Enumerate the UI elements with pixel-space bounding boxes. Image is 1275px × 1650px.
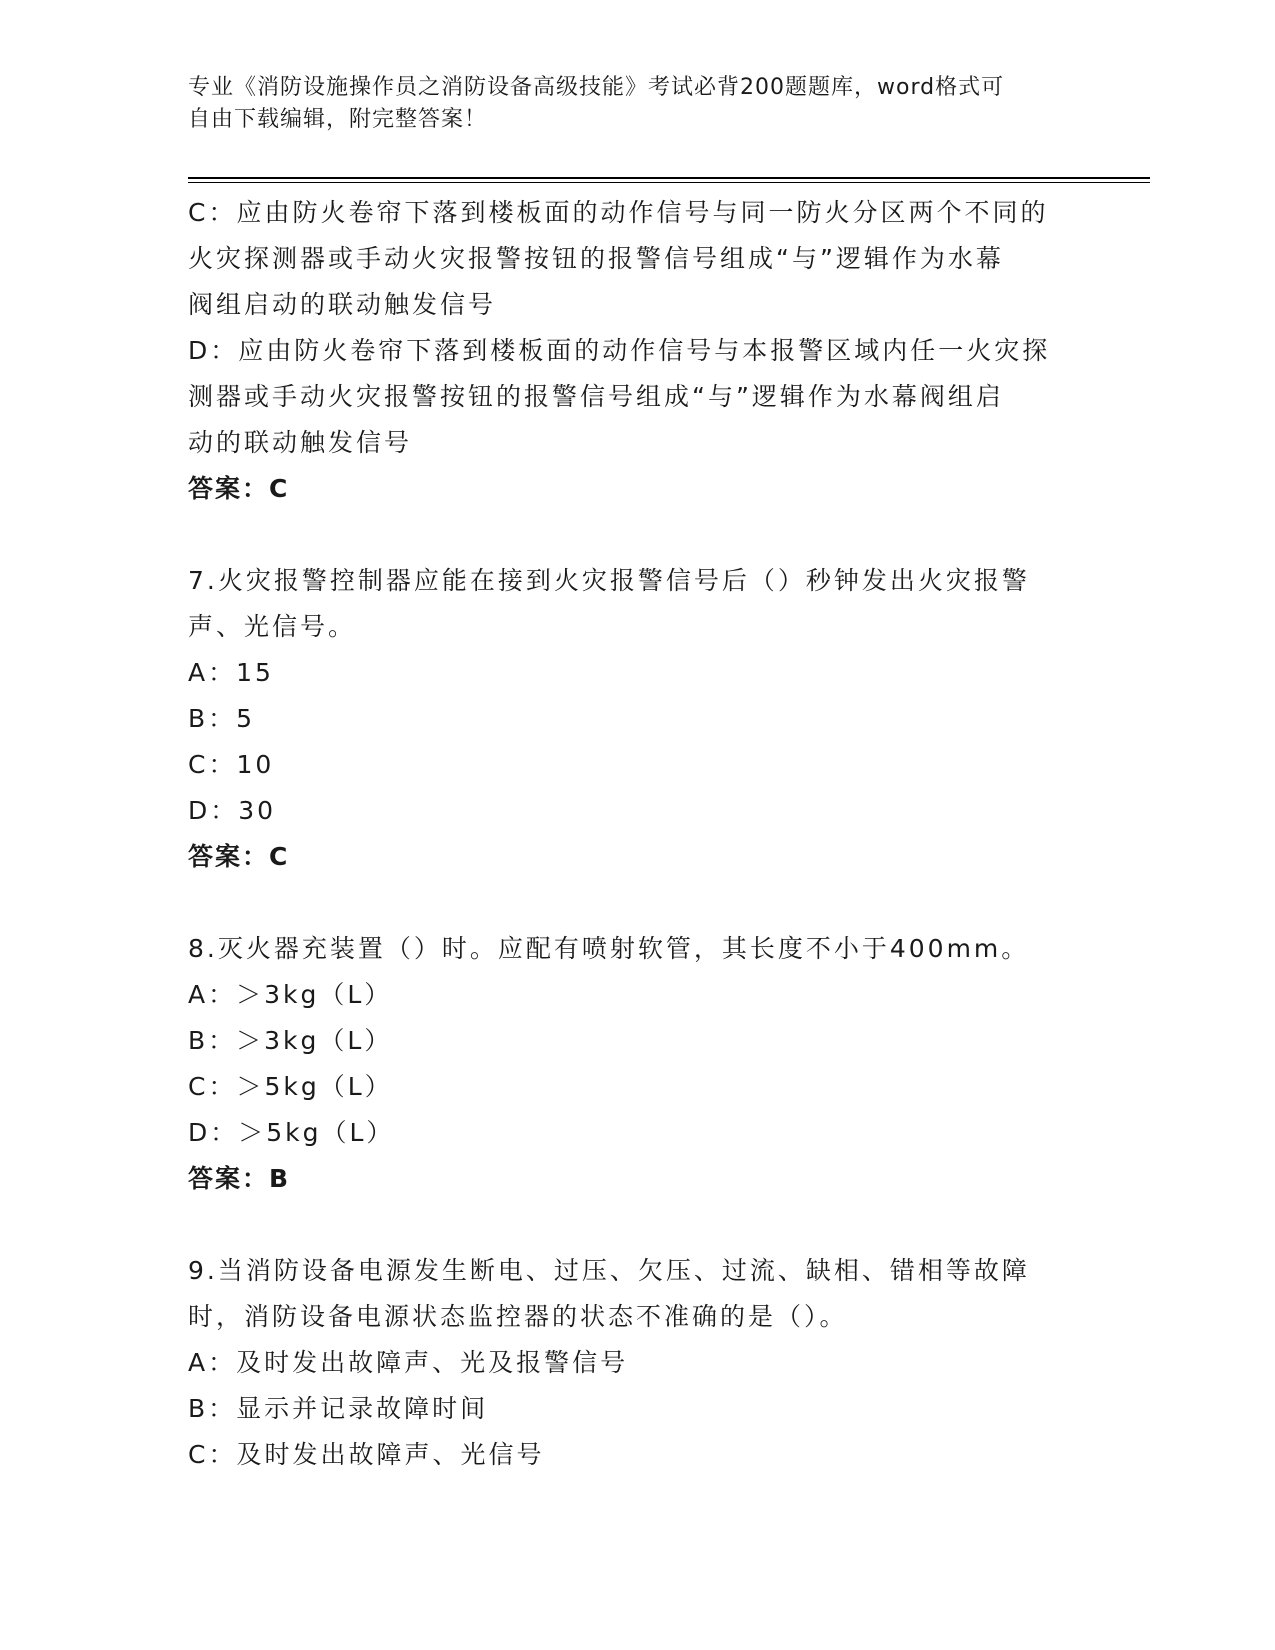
question-stem: 声、光信号。 — [188, 612, 357, 641]
option-c: C：＞5kg（L） — [188, 1072, 393, 1101]
option-c-line: C：应由防火卷帘下落到楼板面的动作信号与同一防火分区两个不同的 — [188, 198, 1049, 227]
option-b: B：5 — [188, 704, 256, 733]
spacer — [188, 880, 1088, 926]
answer-line: 答案：C — [188, 474, 290, 503]
option-c-line: 火灾探测器或手动火灾报警按钮的报警信号组成“与”逻辑作为水幕 — [188, 244, 1004, 273]
option-d-line: D：应由防火卷帘下落到楼板面的动作信号与本报警区域内任一火灾探 — [188, 336, 1051, 365]
option-b: B：显示并记录故障时间 — [188, 1394, 489, 1423]
option-d-line: 动的联动触发信号 — [188, 428, 413, 457]
option-a: A：及时发出故障声、光及报警信号 — [188, 1348, 629, 1377]
answer-line: 答案：B — [188, 1164, 291, 1193]
header-rule-thick — [188, 177, 1150, 179]
option-d-line: 测器或手动火灾报警按钮的报警信号组成“与”逻辑作为水幕阀组启 — [188, 382, 1004, 411]
spacer — [188, 512, 1088, 558]
document-header — [188, 72, 1068, 136]
option-c-line: 阀组启动的联动触发信号 — [188, 290, 497, 319]
question-stem: 时，消防设备电源状态监控器的状态不准确的是（）。 — [188, 1302, 848, 1331]
option-c: C：10 — [188, 750, 275, 779]
header-line-2: 自由下载编辑，附完整答案！ — [188, 107, 488, 132]
spacer — [188, 1202, 1088, 1248]
question-stem: 7.火灾报警控制器应能在接到火灾报警信号后（）秒钟发出火灾报警 — [188, 566, 1030, 595]
option-d: D：＞5kg（L） — [188, 1118, 395, 1147]
answer-line: 答案：C — [188, 842, 290, 871]
header-line-1: 专业《消防设施操作员之消防设备高级技能》考试必背200题题库，word格式可 — [188, 75, 1005, 100]
question-content — [188, 190, 1088, 1478]
question-stem: 8.灭火器充装置（）时。应配有喷射软管，其长度不小于400mm。 — [188, 934, 1030, 963]
option-a: A：15 — [188, 658, 274, 687]
question-stem: 9.当消防设备电源发生断电、过压、欠压、过流、缺相、错相等故障 — [188, 1256, 1030, 1285]
option-c: C：及时发出故障声、光信号 — [188, 1440, 545, 1469]
option-b: B：＞3kg（L） — [188, 1026, 393, 1055]
option-a: A：＞3kg（L） — [188, 980, 393, 1009]
question-7 — [188, 558, 1088, 880]
question-9 — [188, 1248, 1088, 1478]
header-rule-thin — [188, 182, 1150, 183]
question-6-tail — [188, 190, 1088, 512]
option-d: D：30 — [188, 796, 277, 825]
question-8 — [188, 926, 1088, 1202]
